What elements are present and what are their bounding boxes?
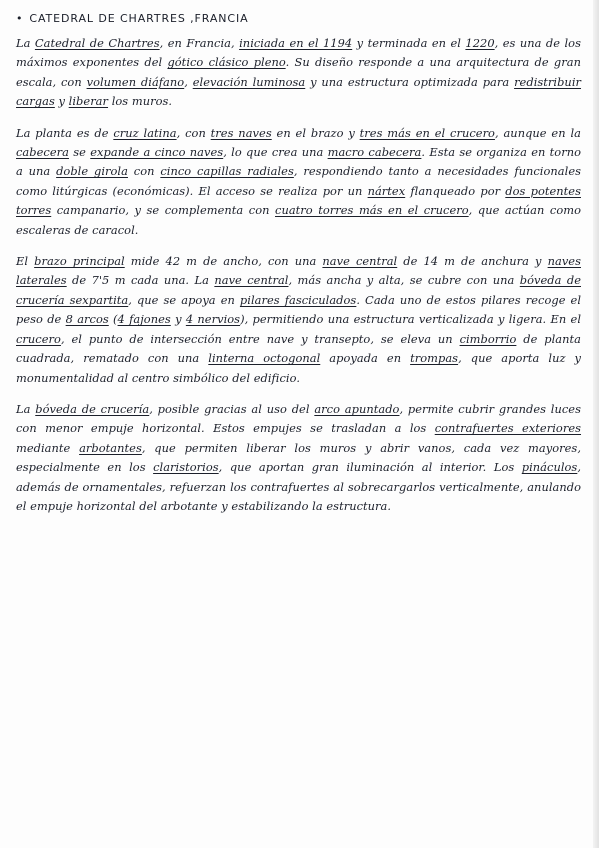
text-run: , que actúan como escaleras de caracol. <box>16 203 582 237</box>
title-text: CATEDRAL DE CHARTRES ,FRANCIA <box>29 12 249 25</box>
text-run: , con <box>176 125 211 140</box>
text-run: con <box>127 164 161 179</box>
underlined-term: Catedral de Chartres <box>34 36 160 50</box>
text-run: . Cada uno de estos pilares recoge el peso de <box>16 292 582 327</box>
document-title <box>16 10 581 28</box>
text-run: . Su diseño responde a una arquitectura de gran escala, con <box>16 55 581 89</box>
underlined-term: cinco capillas radiales <box>160 164 294 179</box>
text-run: La <box>16 401 36 416</box>
text-run: en el brazo y <box>271 125 360 140</box>
notes-content <box>16 10 581 528</box>
underlined-term: iniciada en el 1194 <box>239 36 353 50</box>
text-run: , más ancha y alta, se cubre con una <box>288 273 520 288</box>
title-bullet-icon: • <box>16 12 24 25</box>
text-run: ), permitiendo una estructura verticalizada y ligera. En el <box>240 312 582 327</box>
text-run: ( <box>108 312 118 327</box>
underlined-term: linterna octogonal <box>208 351 321 366</box>
underlined-term: arbotantes <box>79 440 142 455</box>
text-run: y una estructura optimizada para <box>305 74 515 89</box>
text-run: y terminada en el <box>352 36 466 50</box>
underlined-term: tres naves <box>210 125 272 140</box>
text-run: La <box>16 36 35 50</box>
text-run: , lo que crea una <box>223 145 328 160</box>
underlined-term: pilares fasciculados <box>239 292 357 307</box>
text-run: de planta cuadrada, rematado con una <box>16 331 581 366</box>
underlined-term: brazo principal <box>34 254 125 269</box>
text-run: , en Francia, <box>159 36 240 50</box>
text-run: La planta es de <box>16 125 114 140</box>
underlined-term: cuatro torres más en el crucero <box>275 203 469 218</box>
text-run: y <box>54 94 69 109</box>
underlined-term: 4 fajones <box>117 312 171 327</box>
text-run: , que aporta luz y monumentalidad al centro simbólico del edificio. <box>16 351 582 385</box>
underlined-term: crucero <box>16 331 61 346</box>
text-run: se <box>68 145 91 160</box>
underlined-term: cabecera <box>16 145 69 160</box>
text-run: campanario, y se complementa con <box>51 203 276 218</box>
paragraph-floor-plan <box>16 124 581 240</box>
text-run: , permite cubrir grandes luces con menor empuje horizontal. Estos empujes se trasladan a los <box>16 401 581 436</box>
underlined-term: claristorios <box>153 460 219 475</box>
text-run: mediante <box>16 440 80 455</box>
text-run: , respondiendo tanto a necesidades funcionales como litúrgicas (económicas). El acceso se realiza por un <box>16 164 582 198</box>
underlined-term: pináculos <box>521 460 578 475</box>
underlined-term: 4 nervios <box>185 312 241 327</box>
underlined-term: nártex <box>367 183 406 198</box>
underlined-term: expande a cinco naves <box>90 145 224 160</box>
paragraph-vaulting <box>16 400 581 516</box>
paragraph-intro <box>16 34 581 112</box>
text-run: El <box>16 254 35 269</box>
underlined-term: 8 arcos <box>65 312 109 327</box>
underlined-term: cimborrio <box>459 331 517 346</box>
text-run: , posible gracias al uso del <box>149 401 315 416</box>
underlined-term: arco apuntado <box>314 401 400 416</box>
text-run: , aunque en la <box>494 125 581 140</box>
text-run: de 7'5 m cada una. La <box>66 273 215 288</box>
underlined-term: gótico clásico pleno <box>167 55 286 70</box>
text-run: y <box>170 312 186 327</box>
text-run: mide 42 m de ancho, con una <box>124 254 323 269</box>
underlined-term: macro cabecera <box>327 145 422 160</box>
text-run: de 14 m de anchura y <box>397 254 548 269</box>
underlined-term: tres más en el crucero <box>359 125 495 140</box>
text-run: , que permiten liberar los muros y abrir vanos, cada vez mayores, especialmente en los <box>16 440 581 475</box>
underlined-term: naves laterales <box>16 254 581 288</box>
paper-edge-shadow <box>593 0 599 848</box>
underlined-term: volumen diáfano <box>86 74 185 89</box>
underlined-term: trompas <box>410 351 459 366</box>
text-run: , que se apoya en <box>128 292 240 307</box>
underlined-term: elevación luminosa <box>192 74 306 89</box>
text-run: , además de ornamentales, refuerzan los contrafuertes al sobrecargarlos verticalmente, anulando el empuje horizontal del arbotante y estabilizando la estructura. <box>16 460 581 513</box>
underlined-term: cruz latina <box>113 125 177 140</box>
text-run: flanqueado por <box>405 183 506 198</box>
text-run: apoyada en <box>320 351 411 366</box>
underlined-term: nave central <box>214 273 289 288</box>
underlined-term: contrafuertes exteriores <box>434 421 582 436</box>
text-run: , es una de los máximos exponentes del <box>16 36 581 70</box>
text-run: , <box>184 74 193 89</box>
text-run: . Esta se organiza en torno a una <box>16 145 581 179</box>
underlined-term: bóveda de crucería sexpartita <box>16 273 581 307</box>
underlined-term: liberar <box>68 94 109 109</box>
underlined-term: 1220 <box>465 36 495 50</box>
underlined-term: doble girola <box>56 164 128 179</box>
underlined-term: nave central <box>322 254 398 269</box>
underlined-term: dos potentes torres <box>16 183 581 218</box>
text-run: los muros. <box>108 94 173 109</box>
underlined-term: redistribuir cargas <box>16 74 582 109</box>
text-run: , que aportan gran iluminación al interior. Los <box>218 460 522 475</box>
underlined-term: bóveda de crucería <box>35 401 150 416</box>
paragraph-main-nave <box>16 252 581 388</box>
text-run: , el punto de intersección entre nave y transepto, se eleva un <box>60 331 460 346</box>
